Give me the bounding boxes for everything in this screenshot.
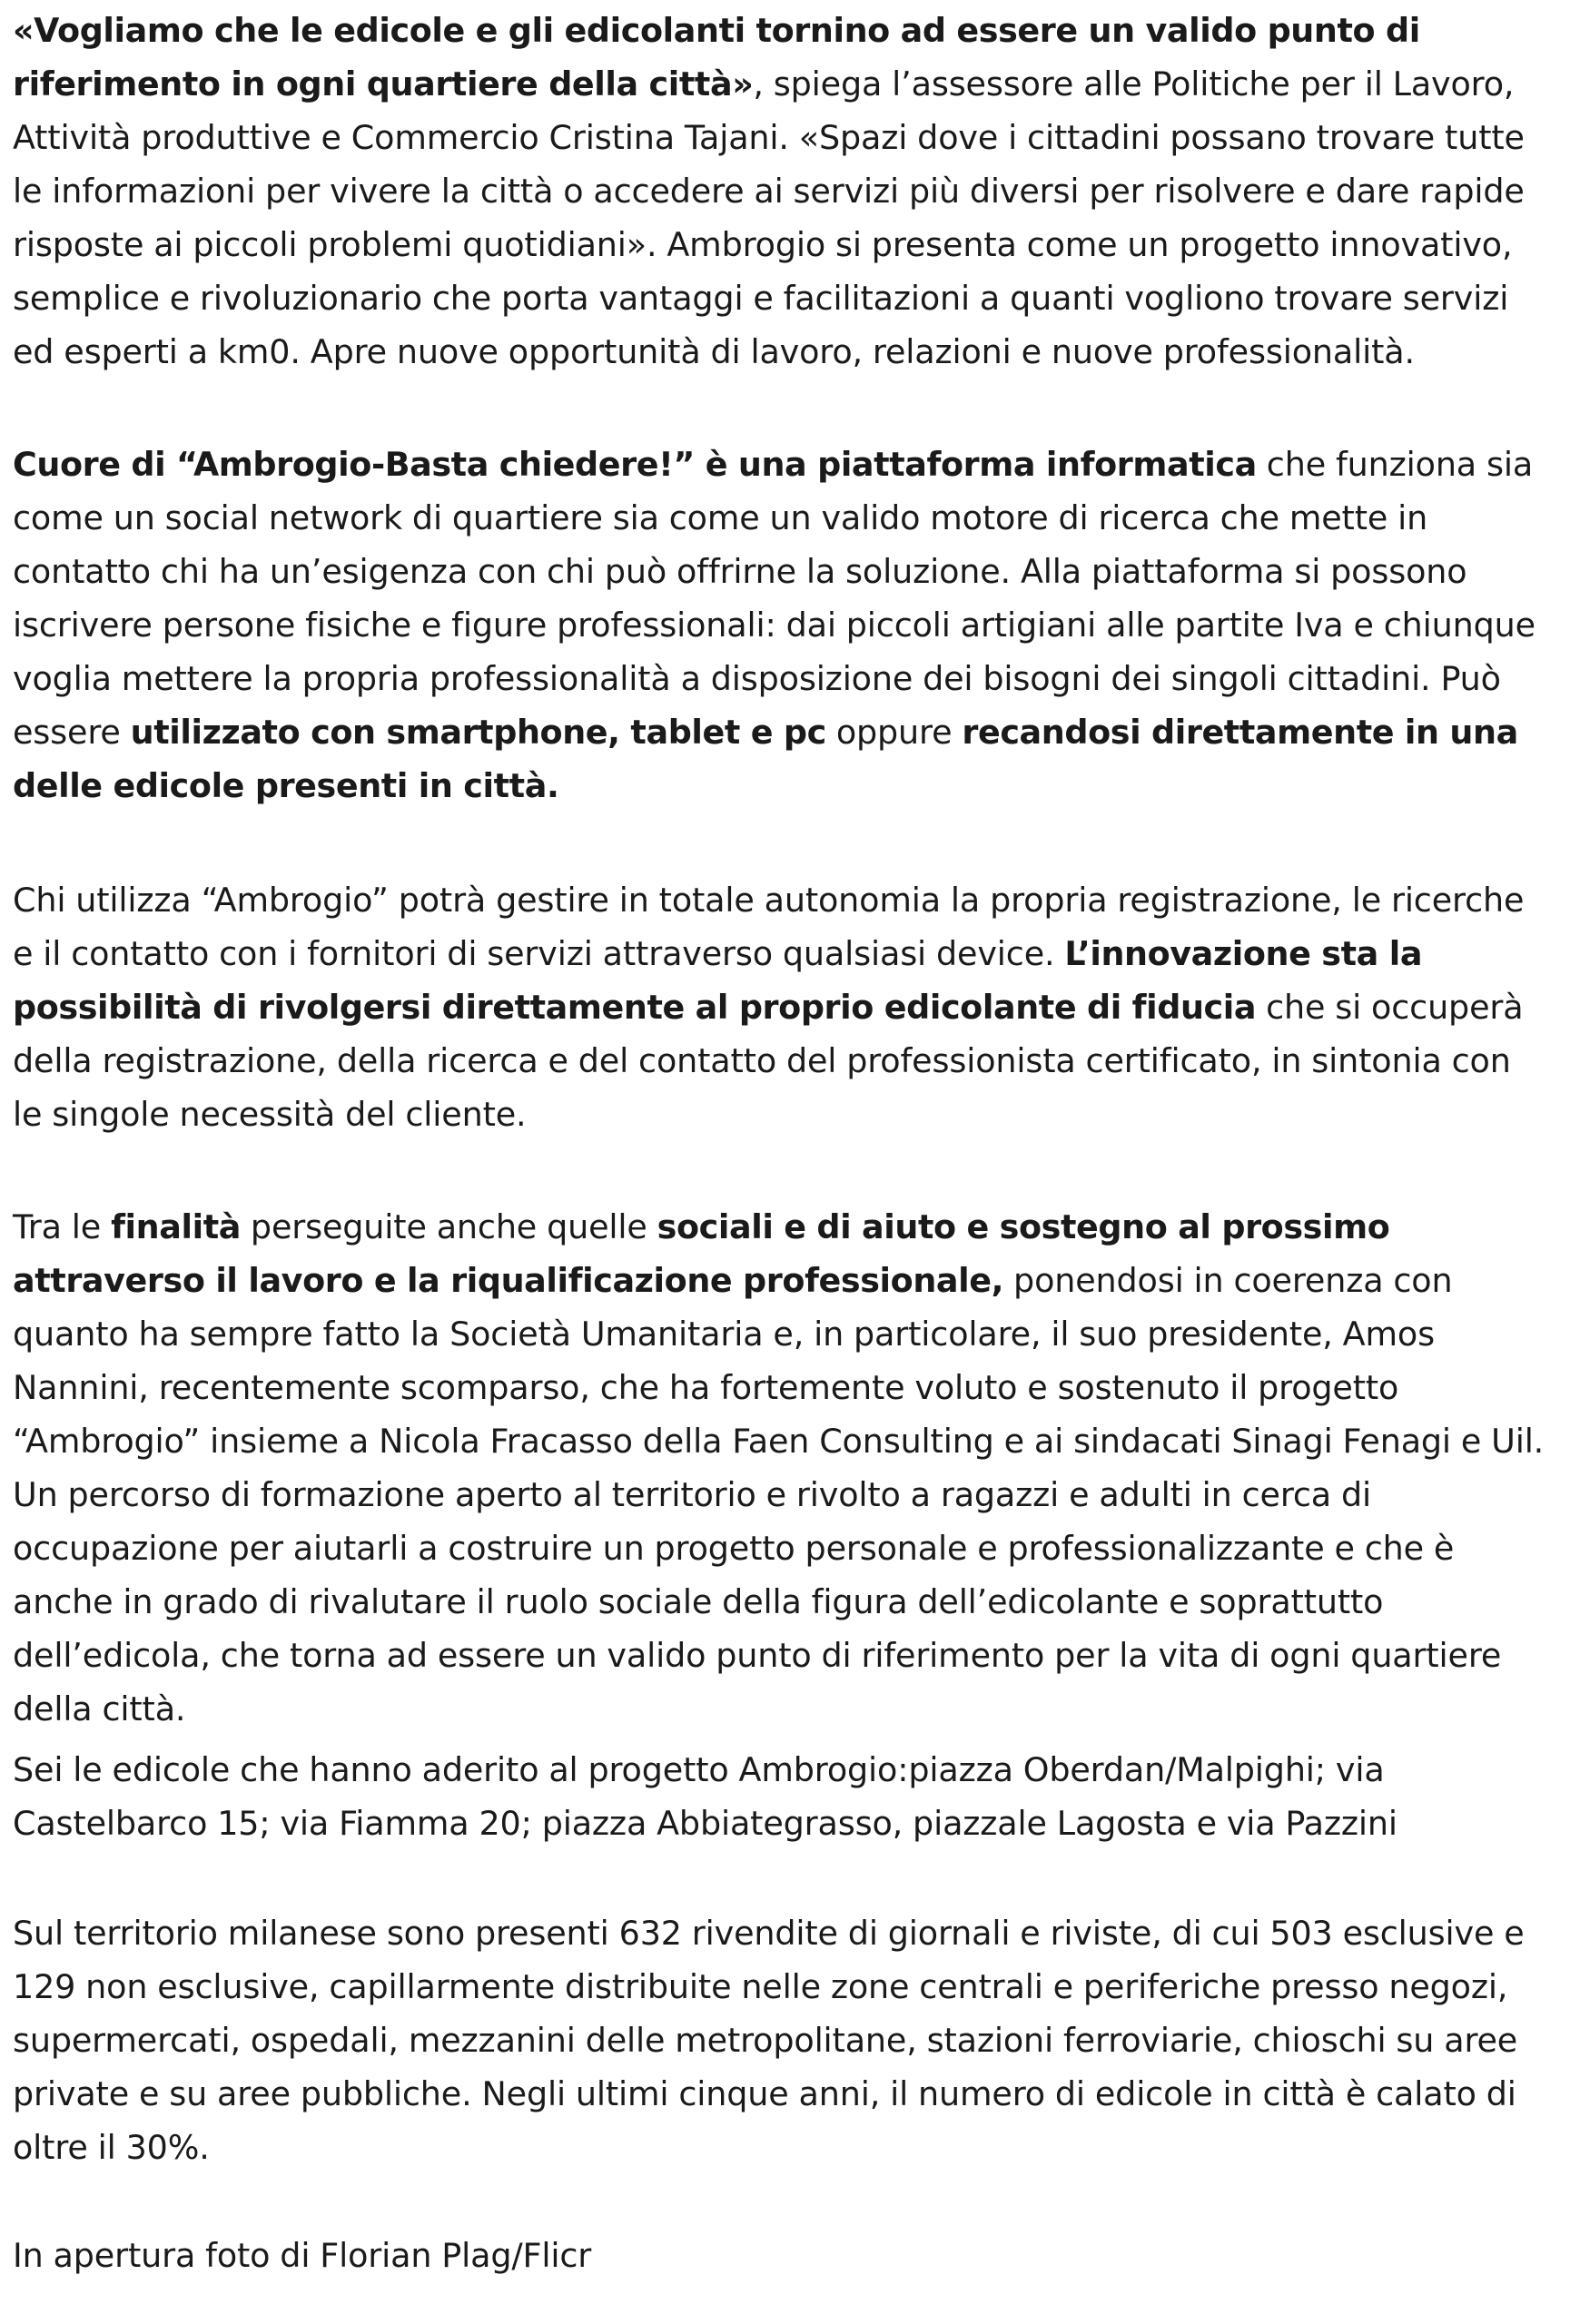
- bold-quote: «Vogliamo che le edicole e gli edicolanti tornino ad essere un valido punto di riferimento in ogni quartiere della città»: [13, 11, 1420, 103]
- bold-devices-text: utilizzato con smartphone, tablet e pc: [130, 713, 826, 752]
- paragraph-text: ponendosi in coerenza con quanto ha sempre fatto la Società Umanitaria e, in particolare, il suo presidente, Amos Nannini, recentemente scomparso, che ha fortemente voluto e sostenuto il progetto “Ambrogio” insieme a Nicola Fracasso della Faen Consulting e ai sindacati Sinagi Fenagi e Uil. Un percorso di formazione aperto al territorio e rivolto a ragazzi e adulti in cerca di occupazione per aiutarli a costruire un progetto personale e professionalizzante e che è anche in grado di rivalutare il ruolo sociale della figura dell’edicolante e soprattutto dell’edicola, che torna ad essere un valido punto di riferimento per la vita di ogni quartiere della città.: [13, 1261, 1545, 1728]
- paragraph-text: , spiega l’assessore alle Politiche per il Lavoro, Attività produttive e Commercio Cristina Tajani. «Spazi dove i cittadini possano trovare tutte le informazioni per vivere la città o accedere ai servizi più diversi per risolvere e dare rapide risposte ai piccoli problemi quotidiani». Ambrogio si presenta come un progetto innovativo, semplice e rivoluzionario che porta vantaggi e facilitazioni a quanti vogliono trovare servizi ed esperti a km0. Apre nuove opportunità di lavoro, relazioni e nuove professionalità.: [13, 64, 1525, 371]
- paragraph-text: che si occuperà della registrazione, della ricerca e del contatto del professionista certificato, in sintonia con le singole necessità del cliente.: [13, 988, 1524, 1134]
- paragraph-text: perseguite anche quelle: [240, 1207, 657, 1246]
- bold-goals-word: finalità: [111, 1207, 241, 1246]
- paragraph-intro-quote: [13, 4, 1547, 379]
- photo-credit-text: In apertura foto di Florian Plag/Flicr: [13, 2236, 592, 2275]
- paragraph-goals: [13, 1200, 1547, 1736]
- bold-heading-text: Cuore di “Ambrogio-Basta chiedere!” è una piattaforma informatica: [13, 445, 1257, 484]
- paragraph-text: oppure: [825, 713, 963, 752]
- paragraph-statistics: [13, 1906, 1547, 2174]
- photo-credit: [13, 2229, 1547, 2282]
- bold-newsstand-text: recandosi direttamente in una delle edicole presenti in città.: [13, 713, 1518, 805]
- paragraph-platform: [13, 438, 1547, 812]
- paragraph-newsstands-list: [13, 1743, 1547, 1850]
- paragraph-text: Tra le: [13, 1207, 112, 1246]
- paragraph-text: Chi utilizza “Ambrogio” potrà gestire in totale autonomia la propria registrazione, le ricerche e il contatto con i fornitori di servizi attraverso qualsiasi device.: [13, 881, 1525, 973]
- paragraph-text: Sul territorio milanese sono presenti 632 rivendite di giornali e riviste, di cui 503 esclusive e 129 non esclusive, capillarmente distribuite nelle zone centrali e periferiche presso negozi, supermercati, ospedali, mezzanini delle metropolitane, stazioni ferroviarie, chioschi su aree private e su aree pubbliche. Negli ultimi cinque anni, il numero di edicole in città è calato di oltre il 30%.: [13, 1914, 1525, 2167]
- paragraph-text: Sei le edicole che hanno aderito al progetto Ambrogio:piazza Oberdan/Malpighi; via Castelbarco 15; via Fiamma 20; piazza Abbiategrasso, piazzale Lagosta e via Pazzini: [13, 1750, 1397, 1843]
- paragraph-innovation: [13, 873, 1547, 1141]
- paragraph-text: che funziona sia come un social network di quartiere sia come un valido motore di ricerca che mette in contatto chi ha un’esigenza con chi può offrirne la soluzione. Alla piattaforma si possono iscrivere persone fisiche e figure professionali: dai piccoli artigiani alle partite Iva e chiunque voglia mettere la propria professionalità a disposizione dei bisogni dei singoli cittadini. Può essere: [13, 445, 1536, 752]
- bold-innovation-text: L’innovazione sta la possibilità di rivolgersi direttamente al proprio edicolante di fiducia: [13, 934, 1423, 1027]
- bold-social-text: sociali e di aiuto e sostegno al prossimo attraverso il lavoro e la riqualificazione professionale,: [13, 1207, 1390, 1300]
